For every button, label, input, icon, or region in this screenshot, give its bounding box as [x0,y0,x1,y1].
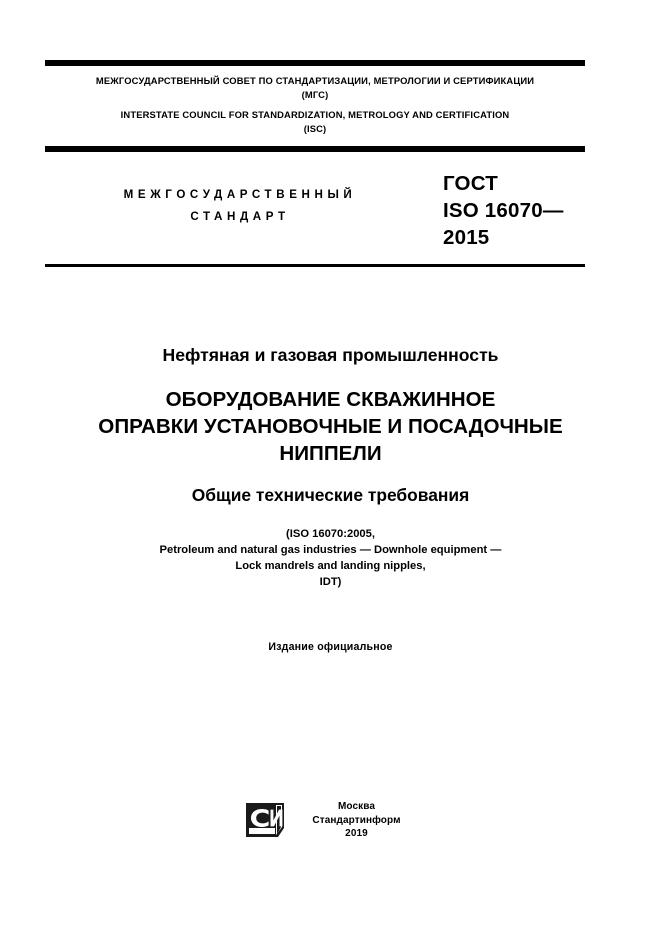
rule-top [45,60,585,66]
official-edition-note: Издание официальное [268,641,393,653]
industry-subtitle: Нефтяная и газовая промышленность [162,345,499,365]
council-header-line-en: INTERSTATE COUNCIL FOR STANDARDIZATION, METROLOGY AND CERTIFICATION [120,109,510,120]
standard-number-line1: ГОСТ [443,172,498,195]
council-header [45,74,585,136]
standard-number-line2: ISO 16070— [443,199,564,222]
standard-number-line3: 2015 [443,226,490,249]
iso-reference [30,526,631,590]
standard-type-line1: МЕЖГОСУДАРСТВЕННЫЙ [123,188,357,201]
iso-reference-line4: IDT) [319,576,342,588]
iso-reference-line1: (ISO 16070:2005, [286,528,375,540]
iso-reference-line3: Lock mandrels and landing nipples, [235,560,426,572]
standartinform-logo-icon [243,800,287,840]
imprint-text [295,800,418,841]
page-title-line3: НИППЕЛИ [279,442,382,465]
page-title [30,386,631,467]
standard-number [443,170,593,251]
council-header-abbr-en: (ISC) [303,123,327,134]
imprint-city: Москва [337,801,376,812]
imprint-publisher: Стандартинформ [312,814,401,826]
standard-type-line2: СТАНДАРТ [190,210,290,223]
council-header-abbr-ru: (МГС) [301,89,329,100]
council-header-line-ru: МЕЖГОСУДАРСТВЕННЫЙ СОВЕТ ПО СТАНДАРТИЗАЦИИ, МЕТРОЛОГИИ И СЕРТИФИКАЦИИ [95,75,535,86]
standard-type [85,184,395,228]
page-title-line2: ОПРАВКИ УСТАНОВОЧНЫЕ И ПОСАДОЧНЫЕ [98,415,563,438]
standard-band [45,152,585,264]
page-title-line1: ОБОРУДОВАНИЕ СКВАЖИННОЕ [165,388,496,411]
iso-reference-line2: Petroleum and natural gas industries — Downhole equipment — [159,544,502,556]
title-block [30,344,631,590]
imprint-block [243,798,418,850]
imprint-year: 2019 [345,828,368,839]
requirements-subtitle: Общие технические требования [191,485,470,505]
rule-bottom [45,264,585,267]
